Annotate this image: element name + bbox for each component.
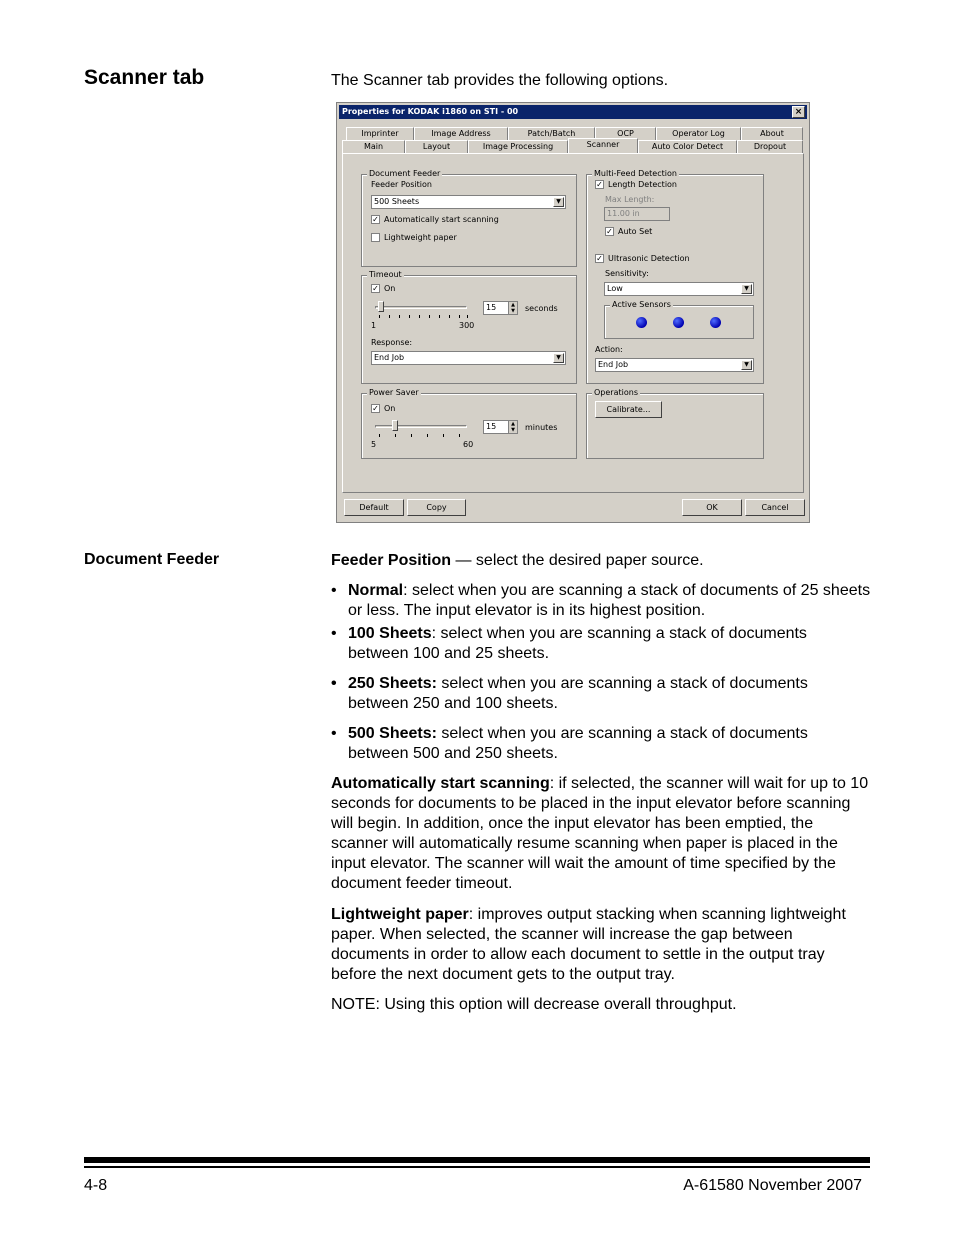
list-item <box>331 624 871 664</box>
timeout-max-label: 300 <box>459 321 475 330</box>
auto-start-checkbox[interactable]: ✓ <box>372 215 379 224</box>
power-saver-group-title: Power Saver <box>369 388 419 397</box>
auto-set-checkbox[interactable]: ✓ <box>606 227 613 236</box>
tab-image-address[interactable]: Image Address <box>414 127 508 140</box>
length-detection-checkbox[interactable]: ✓ <box>596 180 603 189</box>
cancel-button[interactable]: Cancel <box>745 499 805 516</box>
max-length-input[interactable]: 11.00 in <box>604 207 670 221</box>
dialog-titlebar <box>339 105 807 119</box>
timeout-value-input[interactable]: 15 <box>483 301 509 315</box>
power-saver-on-label: On <box>384 404 396 413</box>
active-sensors-title: Active Sensors <box>612 300 671 309</box>
list-item <box>331 724 871 764</box>
power-saver-unit-label: minutes <box>525 423 558 432</box>
response-select[interactable] <box>371 351 566 365</box>
close-icon[interactable]: × <box>792 106 805 118</box>
tab-image-processing[interactable]: Image Processing <box>468 140 568 153</box>
footer-rule <box>84 1157 870 1163</box>
timeout-on-checkbox[interactable]: ✓ <box>372 284 379 293</box>
feeder-position-paragraph <box>331 551 871 571</box>
action-select[interactable] <box>595 358 754 372</box>
tab-auto-color-detect[interactable]: Auto Color Detect <box>638 140 737 153</box>
timeout-on-label: On <box>384 284 396 293</box>
lightweight-paragraph <box>331 905 871 985</box>
tab-main[interactable]: Main <box>342 140 405 153</box>
sensor-1-icon[interactable] <box>636 317 647 328</box>
chevron-down-icon[interactable]: ▼ <box>741 360 752 370</box>
feeder-position-select[interactable] <box>371 195 566 209</box>
timeout-min-label: 1 <box>371 321 377 330</box>
response-label: Response: <box>371 338 413 347</box>
page-number: 4-8 <box>84 1177 108 1194</box>
properties-dialog <box>336 102 810 523</box>
bullet-term: 100 Sheets <box>348 625 432 642</box>
power-saver-value-input[interactable]: 15 <box>483 420 509 434</box>
power-saver-max-label: 60 <box>463 440 474 449</box>
feeder-position-text: — select the desired paper source. <box>451 552 704 569</box>
chevron-down-icon[interactable]: ▼ <box>553 197 564 207</box>
note-paragraph: NOTE: Using this option will decrease overall throughput. <box>331 996 737 1013</box>
sensitivity-label: Sensitivity: <box>605 269 649 278</box>
bullet-icon: • <box>331 725 337 742</box>
action-value: End Job <box>598 360 629 369</box>
bullet-text: : select when you are scanning a stack of documents between 100 and 25 sheets. <box>348 625 807 662</box>
auto-start-term: Automatically start scanning <box>331 775 550 792</box>
document-id: A-61580 November 2007 <box>683 1177 862 1194</box>
tab-patch-batch[interactable]: Patch/Batch <box>508 127 595 140</box>
bullet-text: select when you are scanning a stack of documents between 250 and 100 sheets. <box>348 675 808 712</box>
chevron-down-icon[interactable]: ▼ <box>553 353 564 363</box>
auto-start-label: Automatically start scanning <box>384 215 499 224</box>
document-feeder-heading: Document Feeder <box>84 551 220 568</box>
spin-down-icon[interactable]: ▼ <box>511 308 515 314</box>
intro-text: The Scanner tab provides the following options. <box>331 72 669 89</box>
length-detection-label: Length Detection <box>608 180 677 189</box>
power-saver-slider-track[interactable] <box>375 425 467 428</box>
chevron-down-icon[interactable]: ▼ <box>741 284 752 294</box>
max-length-label: Max Length: <box>605 195 655 204</box>
timeout-slider-track[interactable] <box>375 306 467 309</box>
bullet-term: Normal <box>348 582 404 599</box>
power-saver-slider-thumb[interactable] <box>392 420 398 431</box>
bullet-term: 250 Sheets: <box>348 675 437 692</box>
auto-set-label: Auto Set <box>618 227 653 236</box>
timeout-group-title: Timeout <box>369 270 402 279</box>
sensor-2-icon[interactable] <box>673 317 684 328</box>
spin-up-icon[interactable]: ▲ <box>511 302 515 308</box>
bullet-text: : select when you are scanning a stack of documents of 25 sheets or less. The input elevator is in its highest position. <box>348 582 871 619</box>
feeder-position-value: 500 Sheets <box>374 197 420 206</box>
feeder-position-term: Feeder Position <box>331 552 452 569</box>
sensitivity-value: Low <box>607 284 623 293</box>
tab-imprinter[interactable]: Imprinter <box>346 127 414 140</box>
dialog-title: Properties for KODAK i1860 on STI - 00 <box>342 107 519 116</box>
sensor-3-icon[interactable] <box>710 317 721 328</box>
power-saver-on-checkbox[interactable]: ✓ <box>372 404 379 413</box>
ok-button[interactable]: OK <box>682 499 742 516</box>
timeout-spinner[interactable] <box>508 301 518 315</box>
lightweight-label: Lightweight paper <box>384 233 457 242</box>
bullet-text: select when you are scanning a stack of documents between 500 and 250 sheets. <box>348 725 808 762</box>
tab-ocp[interactable]: OCP <box>595 127 656 140</box>
tab-scanner[interactable]: Scanner <box>568 138 638 153</box>
response-value: End Job <box>374 353 405 362</box>
feeder-position-label: Feeder Position <box>371 180 432 189</box>
section-title: Scanner tab <box>84 66 205 89</box>
power-saver-spinner[interactable] <box>508 420 518 434</box>
footer-rule-thin <box>84 1166 870 1168</box>
lightweight-checkbox[interactable] <box>371 233 380 242</box>
lightweight-text: : improves output stacking when scanning lightweight paper. When selected, the scanner will increase the gap between documents in order to allow each document to settle in the output tray before the next document gets to the output tray. <box>331 906 846 983</box>
tab-operator-log[interactable]: Operator Log <box>656 127 741 140</box>
tab-layout[interactable]: Layout <box>405 140 468 153</box>
power-saver-min-label: 5 <box>371 440 377 449</box>
tab-about[interactable]: About <box>741 127 803 140</box>
action-label: Action: <box>595 345 623 354</box>
list-item <box>331 581 871 621</box>
lightweight-term: Lightweight paper <box>331 906 469 923</box>
list-item <box>331 674 871 714</box>
tab-dropout[interactable]: Dropout <box>737 140 803 153</box>
bullet-icon: • <box>331 582 337 599</box>
ultrasonic-label: Ultrasonic Detection <box>608 254 690 263</box>
auto-start-paragraph <box>331 774 871 894</box>
bullet-icon: • <box>331 675 337 692</box>
timeout-slider-thumb[interactable] <box>378 301 384 312</box>
copy-button[interactable]: Copy <box>407 499 466 516</box>
operations-group-title: Operations <box>594 388 638 397</box>
default-button[interactable]: Default <box>344 499 404 516</box>
spin-down-icon[interactable]: ▼ <box>511 427 515 433</box>
ultrasonic-checkbox[interactable]: ✓ <box>596 254 603 263</box>
multifeed-group-title: Multi-Feed Detection <box>594 169 677 178</box>
bullet-term: 500 Sheets: <box>348 725 437 742</box>
calibrate-button[interactable]: Calibrate... <box>595 401 662 418</box>
sensitivity-select[interactable] <box>604 282 754 296</box>
auto-start-text: : if selected, the scanner will wait for up to 10 seconds for documents to be placed in the input elevator before scanning will begin. In addition, once the input elevator has been emptied, the scanner will automatically resume scanning when paper is placed in the input elevator. The scanner will wait the amount of time specified by the document feeder timeout. <box>331 775 869 892</box>
timeout-unit-label: seconds <box>525 304 558 313</box>
spin-up-icon[interactable]: ▲ <box>511 421 515 427</box>
document-feeder-group-title: Document Feeder <box>369 169 441 178</box>
bullet-icon: • <box>331 625 337 642</box>
